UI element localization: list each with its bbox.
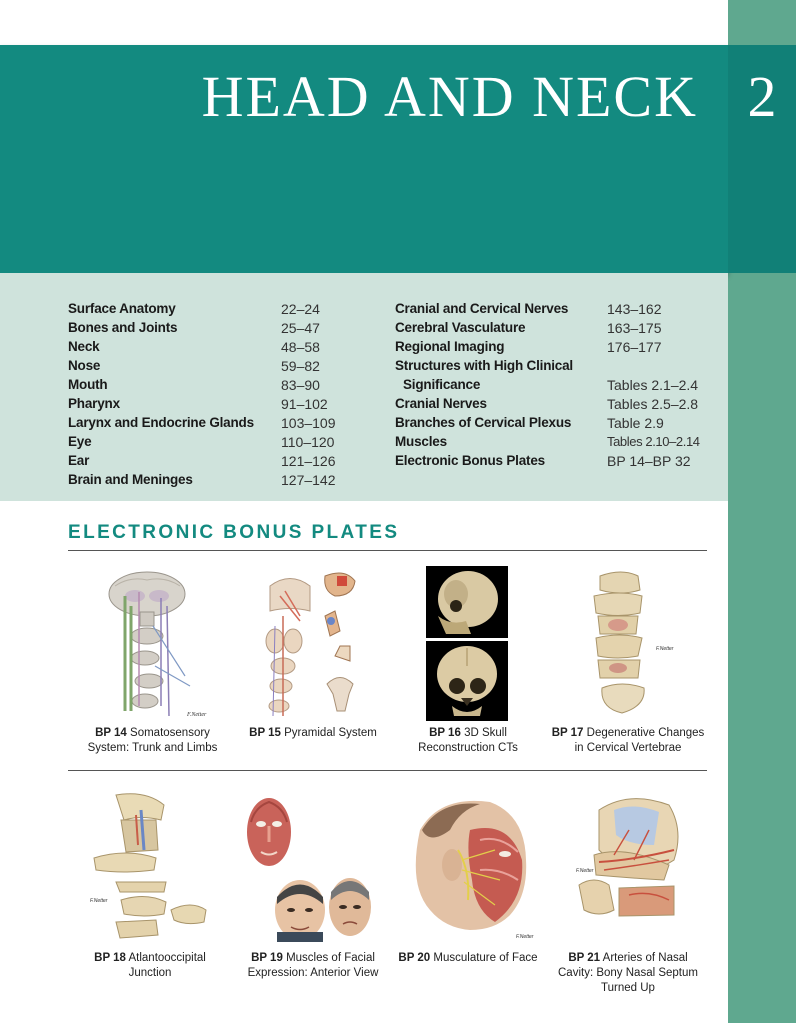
toc-entry-pages: 110–120 — [281, 434, 335, 450]
toc-entry-pages: BP 14–BP 32 — [607, 453, 691, 469]
plate-code: BP 21 — [568, 952, 601, 964]
plate-title-line: in Cervical Vertebrae — [574, 742, 682, 754]
toc-entry-label: Structures with High Clinical — [395, 358, 573, 373]
plate-code: BP 18 — [94, 952, 126, 964]
plate-title-line: Cavity: Bony Nasal Septum — [558, 967, 698, 979]
toc-entry-label: Eye — [68, 434, 92, 449]
toc-entry-label: Significance — [403, 377, 481, 392]
plate-title-line: 3D Skull — [464, 727, 507, 739]
toc-entry-pages: 83–90 — [281, 377, 320, 393]
plate-title-line: Pyramidal System — [284, 727, 377, 739]
plate-title-line: Muscles of Facial — [286, 952, 375, 964]
toc-entry-label: Larynx and Endocrine Glands — [68, 415, 254, 430]
plate-caption — [70, 951, 230, 981]
chapter-number: 2 — [747, 64, 777, 129]
plate-caption — [548, 726, 708, 756]
toc-entry-pages: 48–58 — [281, 339, 320, 355]
plate-title-line: Turned Up — [601, 982, 655, 994]
toc-entry-label: Pharynx — [68, 396, 120, 411]
svg-text:F.Netter: F.Netter — [90, 898, 108, 904]
plate-caption — [238, 951, 388, 981]
svg-text:F.Netter: F.Netter — [576, 868, 594, 874]
plate-caption — [393, 951, 543, 966]
pyramidal-system-illustration[interactable] — [255, 566, 365, 721]
chapter-header-banner — [0, 45, 728, 273]
plate-title-line: Arteries of Nasal — [602, 952, 688, 964]
bonus-plates-heading: ELECTRONIC BONUS PLATES — [68, 522, 400, 543]
row-divider — [68, 770, 707, 771]
toc-entry-pages: 143–162 — [607, 301, 662, 317]
plate-code: BP 16 — [429, 727, 461, 739]
toc-entry-label: Bones and Joints — [68, 320, 178, 335]
toc-entry-pages: 127–142 — [281, 472, 336, 488]
plate-code: BP 19 — [251, 952, 283, 964]
somatosensory-pathway-illustration[interactable] — [95, 566, 210, 721]
plate-title-line: Somatosensory — [130, 727, 210, 739]
plate-code: BP 20 — [398, 952, 431, 964]
plate-title-line: Musculature of Face — [433, 952, 538, 964]
plate-title-line: System: Trunk and Limbs — [87, 742, 218, 754]
toc-entry-pages: 59–82 — [281, 358, 320, 374]
toc-entry-pages: 176–177 — [607, 339, 662, 355]
toc-entry-label: Regional Imaging — [395, 339, 505, 354]
chapter-number-tab — [728, 45, 796, 273]
toc-entry-pages: 25–47 — [281, 320, 320, 336]
toc-entry-label: Branches of Cervical Plexus — [395, 415, 572, 430]
toc-entry-label: Nose — [68, 358, 101, 373]
skull-ct-reconstruction-image[interactable] — [426, 566, 508, 721]
toc-entry-label: Mouth — [68, 377, 108, 392]
plate-caption — [548, 951, 708, 996]
plate-title-line: Junction — [128, 967, 172, 979]
toc-entry-label: Electronic Bonus Plates — [395, 453, 545, 468]
toc-entry-label: Cranial Nerves — [395, 396, 487, 411]
toc-entry-pages: 22–24 — [281, 301, 320, 317]
toc-entry-pages: 103–109 — [281, 415, 336, 431]
facial-muscles-illustration[interactable] — [245, 792, 375, 942]
face-musculature-illustration[interactable] — [400, 790, 535, 945]
toc-entry-pages: Table 2.9 — [607, 415, 664, 431]
toc-entry-pages: 121–126 — [281, 453, 336, 469]
plate-code: BP 17 — [551, 727, 584, 739]
cervical-vertebrae-illustration[interactable] — [580, 568, 680, 718]
toc-entry-label: Neck — [68, 339, 100, 354]
toc-entry-label: Brain and Meninges — [68, 472, 193, 487]
toc-entry-pages: Tables 2.5–2.8 — [607, 396, 699, 412]
toc-entry-pages: Tables 2.10–2.14 — [607, 434, 700, 449]
plate-code: BP 14 — [95, 727, 127, 739]
plate-caption — [398, 726, 538, 756]
toc-entry-pages: Tables 2.1–2.4 — [607, 377, 699, 393]
atlantooccipital-junction-illustration[interactable] — [86, 790, 211, 945]
plate-title-line: Atlantooccipital — [128, 952, 206, 964]
toc-entry-label: Ear — [68, 453, 90, 468]
toc-entry-pages: 91–102 — [281, 396, 328, 412]
plate-title-line: Reconstruction CTs — [418, 742, 518, 754]
plate-caption — [70, 726, 235, 756]
toc-entry-pages: 163–175 — [607, 320, 662, 336]
svg-text:F.Netter: F.Netter — [516, 934, 534, 940]
svg-text:F.Netter: F.Netter — [656, 646, 674, 652]
toc-entry-label: Cranial and Cervical Nerves — [395, 301, 569, 316]
toc-entry-label: Muscles — [395, 434, 447, 449]
svg-text:F.Netter: F.Netter — [187, 712, 207, 718]
toc-entry-label: Cerebral Vasculature — [395, 320, 526, 335]
plate-caption — [238, 726, 388, 741]
contents-panel — [0, 273, 728, 501]
plate-title-line: Degenerative Changes — [586, 727, 705, 739]
nasal-cavity-arteries-illustration[interactable] — [574, 790, 694, 940]
plate-code: BP 15 — [249, 727, 281, 739]
section-divider — [68, 550, 707, 551]
chapter-title: HEAD AND NECK — [201, 64, 698, 129]
toc-entry-label: Surface Anatomy — [68, 301, 176, 316]
plate-title-line: Expression: Anterior View — [247, 967, 379, 979]
